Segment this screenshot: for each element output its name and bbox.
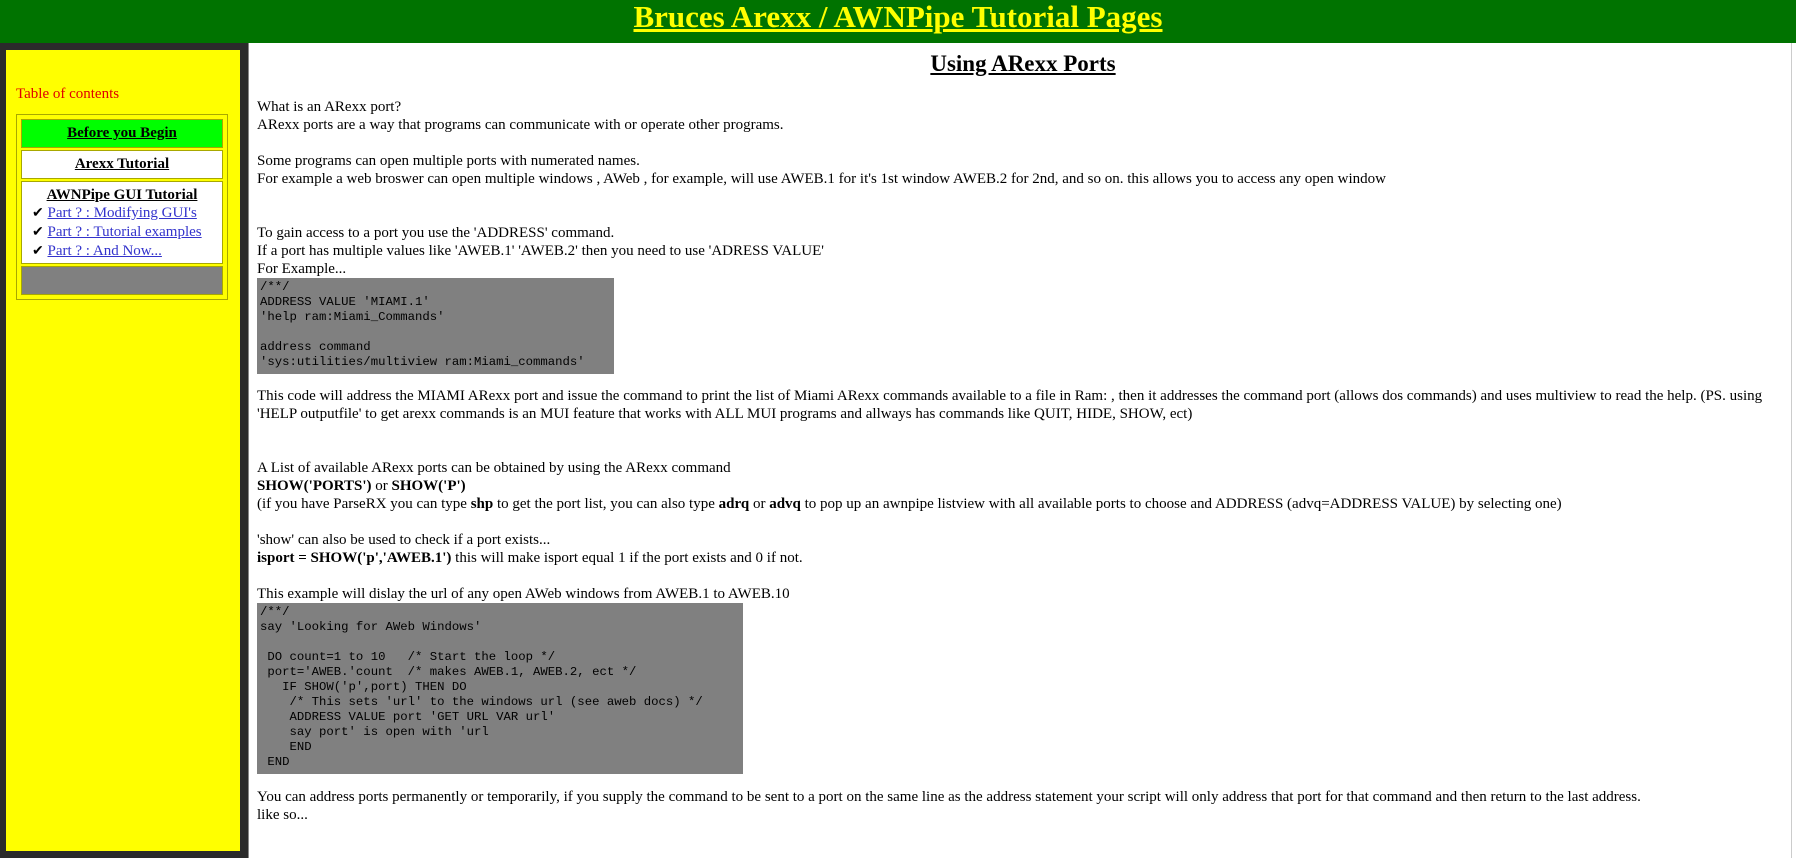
sidebar[interactable] [6, 50, 240, 851]
toc-subitem-tutorial-examples[interactable] [32, 223, 222, 242]
code-block: /**/ say 'Looking for AWeb Windows' DO count=1 to 10 /* Start the loop */ port='AWEB.'count /* makes AWEB.1, AWEB.2, ect */ IF SHOW('p',port) THEN DO /* This sets 'url' to the windows url (see aweb docs) */ ADDRESS VALUE port 'GET URL VAR url' say port' is open with 'url END END [257, 603, 743, 774]
text: or [371, 478, 392, 494]
checkmark-icon: ✔ [32, 225, 44, 240]
toc-item-awnpipe-gui-tutorial [21, 181, 223, 264]
main-content-frame[interactable] [248, 43, 1796, 858]
toc-subitem-modifying-guis[interactable] [32, 204, 222, 223]
toc-subitem-link[interactable]: Part ? : Tutorial examples [47, 224, 202, 240]
toc-item-before-you-begin[interactable] [21, 119, 223, 148]
code-term: shp [470, 496, 494, 512]
paragraph-parserx [257, 495, 1787, 513]
article-body [257, 98, 1787, 824]
code-block: /**/ ADDRESS VALUE 'MIAMI.1' 'help ram:Miami_Commands' address command 'sys:utilities/multiview ram:Miami_commands' [257, 278, 614, 374]
text: this will make isport equal 1 if the port exists and 0 if not. [451, 550, 803, 566]
paragraph: ARexx ports are a way that programs can communicate with or operate other programs. [257, 117, 784, 133]
paragraph: 'show' can also be used to check if a port exists... [257, 532, 551, 548]
paragraph: like so... [257, 807, 308, 823]
code-term: SHOW('PORTS') [257, 478, 372, 494]
scrollbar-edge [1791, 43, 1792, 858]
text: or [749, 496, 770, 512]
toc-item-label[interactable]: AWNPipe GUI Tutorial [46, 187, 198, 203]
text: to get the port list, you can also type [493, 496, 719, 512]
toc-table [16, 114, 228, 300]
toc-item-arexx-tutorial[interactable] [21, 150, 223, 179]
toc-subitem-and-now[interactable] [32, 242, 222, 261]
paragraph: A List of available ARexx ports can be obtained by using the ARexx command [257, 460, 731, 476]
checkmark-icon: ✔ [32, 206, 44, 221]
toc-item-label[interactable]: Arexx Tutorial [74, 156, 170, 172]
toc-item-empty [21, 266, 223, 295]
paragraph: You can address ports permanently or temporarily, if you supply the command to be sent to a port on the same line as the address statement your script will only address that port for that command and then return to the last address. [257, 789, 1641, 805]
paragraph: For Example... [257, 261, 347, 277]
paragraph: This example will dislay the url of any open AWeb windows from AWEB.1 to AWEB.10 [257, 586, 790, 602]
paragraph: What is an ARexx port? [257, 99, 402, 115]
toc-label: Table of contents [16, 86, 120, 102]
toc-subitem-link[interactable]: Part ? : And Now... [47, 243, 162, 259]
paragraph: This code will address the MIAMI ARexx port and issue the command to print the list of Miami ARexx commands available to a file in Ram: , then it addresses the command port (allows dos commands) and uses multiview to read the help. (PS. using 'HELP outputfile' to get arexx commands is an MUI feature that works with ALL MUI programs and allways has commands like QUIT, HIDE, SHOW, ect) [257, 388, 1763, 422]
code-term: SHOW('P') [391, 478, 466, 494]
checkmark-icon: ✔ [32, 244, 44, 259]
text: (if you have ParseRX you can type [257, 496, 471, 512]
paragraph: Some programs can open multiple ports with numerated names. [257, 153, 640, 169]
paragraph-show-command [257, 477, 1787, 495]
site-header [0, 0, 1796, 43]
text: to pop up an awnpipe listview with all available ports to choose and ADDRESS (advq=ADDRESS VALUE) by selecting one) [800, 496, 1562, 512]
site-title-link[interactable]: Bruces Arexx / AWNPipe Tutorial Pages [633, 0, 1163, 34]
sidebar-frame [0, 43, 248, 858]
paragraph: To gain access to a port you use the 'ADDRESS' command. [257, 225, 615, 241]
code-term: adrq [718, 496, 750, 512]
code-term: advq [769, 496, 801, 512]
toc-item-label[interactable]: Before you Begin [67, 125, 177, 141]
page-title: Using ARexx Ports [930, 51, 1116, 76]
code-term: isport = SHOW('p','AWEB.1') [257, 550, 452, 566]
paragraph: For example a web broswer can open multiple windows , AWeb , for example, will use AWEB.1 for it's 1st window AWEB.2 for 2nd, and so on. this allows you to access any open window [257, 171, 1386, 187]
toc-subitem-link[interactable]: Part ? : Modifying GUI's [47, 205, 197, 221]
paragraph: If a port has multiple values like 'AWEB.1' 'AWEB.2' then you need to use 'ADRESS VALUE' [257, 243, 824, 259]
paragraph-isport [257, 549, 1787, 567]
